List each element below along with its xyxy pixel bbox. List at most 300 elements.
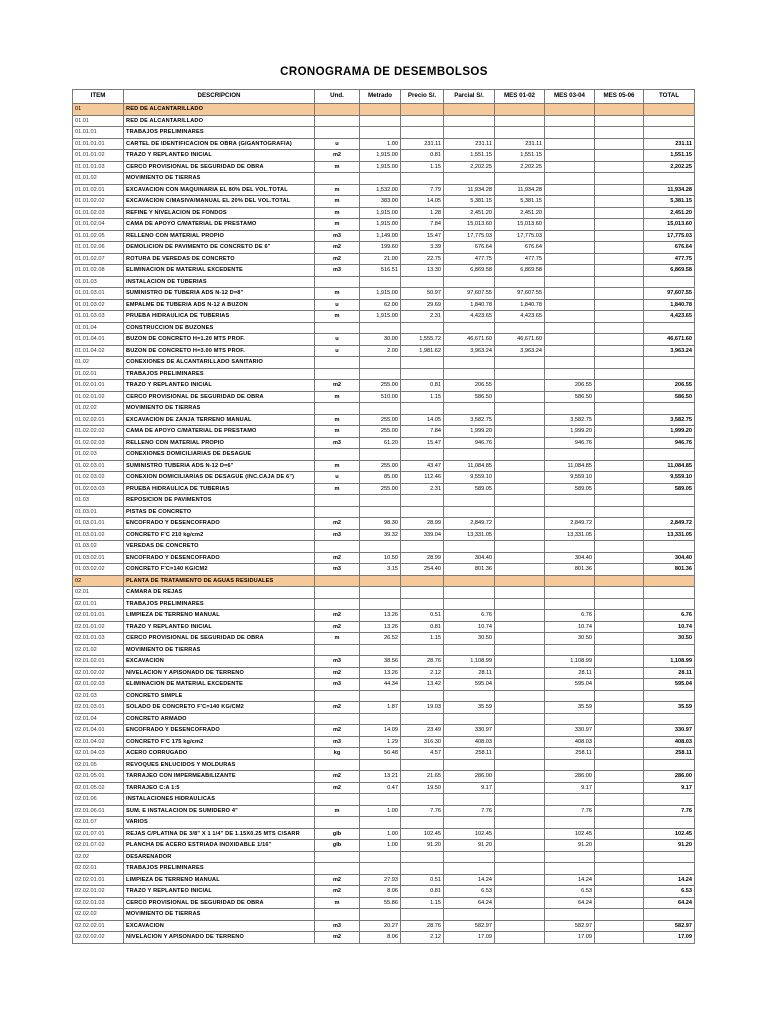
table-row (73, 276, 695, 288)
cell-total: 46,671.60 (644, 334, 695, 346)
cell-description: TRABAJOS PRELIMINARES (124, 863, 315, 875)
table-row (73, 886, 695, 898)
section-row (73, 104, 695, 116)
cell-month-03-04: 30.50 (545, 633, 595, 645)
cell-month-05-06 (595, 426, 644, 438)
cell-month-03-04 (545, 644, 595, 656)
cell-month-03-04 (545, 219, 595, 231)
cell-unit: m2 (315, 725, 360, 737)
cell-month-05-06 (595, 253, 644, 265)
cell-month-03-04 (545, 322, 595, 334)
cell-quantity: 1,915.00 (360, 207, 401, 219)
cell-partial: 91.20 (444, 840, 495, 852)
cell-unit: m (315, 633, 360, 645)
cell-price: 0.51 (401, 874, 444, 886)
cell-month-01-02 (495, 828, 545, 840)
cell-description: SUM. E INSTALACION DE SUMIDERO 4" (124, 805, 315, 817)
cell-quantity: 10.50 (360, 552, 401, 564)
cell-unit (315, 575, 360, 587)
cell-partial: 11,084.85 (444, 460, 495, 472)
cell-item: 01.01.04.02 (73, 345, 124, 357)
table-row (73, 897, 695, 909)
cell-quantity: 13.26 (360, 610, 401, 622)
cell-month-01-02 (495, 460, 545, 472)
cell-unit: m3 (315, 437, 360, 449)
page-title: CRONOGRAMA DE DESEMBOLSOS (280, 66, 488, 78)
cell-partial (444, 863, 495, 875)
cell-description: TRAZO Y REPLANTEO INICIAL (124, 886, 315, 898)
cell-total (644, 495, 695, 507)
cell-month-03-04 (545, 253, 595, 265)
cell-price (401, 759, 444, 771)
cell-description: CONCRETO F'C 210 kg/cm2 (124, 529, 315, 541)
cell-month-05-06 (595, 725, 644, 737)
cell-quantity (360, 506, 401, 518)
cell-month-01-02 (495, 794, 545, 806)
cell-month-05-06 (595, 414, 644, 426)
cell-unit (315, 794, 360, 806)
cell-partial: 258.11 (444, 748, 495, 760)
cell-month-05-06 (595, 506, 644, 518)
cell-month-03-04 (545, 334, 595, 346)
cell-price: 1.15 (401, 633, 444, 645)
cell-item: 01.01.02.05 (73, 230, 124, 242)
cell-total: 6.53 (644, 886, 695, 898)
cell-month-05-06 (595, 598, 644, 610)
cell-item: 01.02.03 (73, 449, 124, 461)
cell-unit: m2 (315, 552, 360, 564)
cell-month-05-06 (595, 782, 644, 794)
table-row (73, 138, 695, 150)
table-row (73, 771, 695, 783)
cell-item: 02.01.01.01 (73, 610, 124, 622)
column-header-unit: Und. (315, 90, 360, 104)
cell-month-05-06 (595, 104, 644, 116)
table-row (73, 702, 695, 714)
cell-item: 01.02.03.02 (73, 472, 124, 484)
cell-price (401, 575, 444, 587)
cell-unit: m3 (315, 265, 360, 277)
cell-price: 50.97 (401, 288, 444, 300)
cell-description: TRAZO Y REPLANTEO INICIAL (124, 380, 315, 392)
cell-quantity: 510.00 (360, 391, 401, 403)
cell-month-01-02: 4,423.65 (495, 311, 545, 323)
cell-item: 02.01.04.01 (73, 725, 124, 737)
cell-partial: 9.17 (444, 782, 495, 794)
cell-month-01-02 (495, 782, 545, 794)
cell-month-05-06 (595, 840, 644, 852)
cell-quantity: 21.00 (360, 253, 401, 265)
cell-month-03-04 (545, 196, 595, 208)
cell-quantity: 1,915.00 (360, 219, 401, 231)
cell-month-03-04: 286.00 (545, 771, 595, 783)
table-row (73, 564, 695, 576)
cell-unit: u (315, 472, 360, 484)
cell-price (401, 495, 444, 507)
cell-month-01-02 (495, 414, 545, 426)
cell-partial (444, 115, 495, 127)
cell-total (644, 276, 695, 288)
cell-quantity: 61.20 (360, 437, 401, 449)
cell-month-01-02 (495, 644, 545, 656)
cell-quantity: 13.26 (360, 667, 401, 679)
cell-partial: 11,934.28 (444, 184, 495, 196)
cell-quantity: 1,915.00 (360, 311, 401, 323)
cell-item: 01.02.02.01 (73, 414, 124, 426)
cell-price: 7.76 (401, 805, 444, 817)
cell-total (644, 587, 695, 599)
table-row (73, 759, 695, 771)
cell-unit: m (315, 391, 360, 403)
cell-description: REVOQUES ENLUCIDOS Y MOLDURAS (124, 759, 315, 771)
cell-total: 2,849.72 (644, 518, 695, 530)
cell-partial (444, 598, 495, 610)
cell-quantity: 199.60 (360, 242, 401, 254)
cell-quantity: 1,915.00 (360, 161, 401, 173)
cell-total: 30.50 (644, 633, 695, 645)
cell-price: 28.76 (401, 920, 444, 932)
cell-month-01-02: 1,551.15 (495, 150, 545, 162)
cell-total: 28.11 (644, 667, 695, 679)
cell-unit: m (315, 897, 360, 909)
cell-item: 02.02.02 (73, 909, 124, 921)
cell-price: 3.39 (401, 242, 444, 254)
cell-item: 01.03.02.01 (73, 552, 124, 564)
cell-quantity (360, 115, 401, 127)
cell-total: 9,559.10 (644, 472, 695, 484)
cell-price: 28.99 (401, 552, 444, 564)
cell-partial (444, 104, 495, 116)
cell-description: CONEXIONES DE ALCANTARILLADO SANITARIO (124, 357, 315, 369)
cell-total: 11,934.28 (644, 184, 695, 196)
table-row (73, 253, 695, 265)
cell-month-03-04 (545, 541, 595, 553)
cell-month-03-04 (545, 357, 595, 369)
cell-partial: 2,451.20 (444, 207, 495, 219)
cell-item: 01.01.04.01 (73, 334, 124, 346)
cell-description: EXCAVACION (124, 920, 315, 932)
cell-unit (315, 495, 360, 507)
cell-month-01-02 (495, 506, 545, 518)
cell-month-05-06 (595, 184, 644, 196)
cell-month-01-02 (495, 380, 545, 392)
cell-total: 14.24 (644, 874, 695, 886)
cell-month-05-06 (595, 920, 644, 932)
cell-partial (444, 817, 495, 829)
cell-unit (315, 863, 360, 875)
cell-month-03-04 (545, 368, 595, 380)
table-row (73, 288, 695, 300)
table-row (73, 472, 695, 484)
cell-total: 258.11 (644, 748, 695, 760)
cell-price: 43.47 (401, 460, 444, 472)
cell-item: 02.01.06 (73, 794, 124, 806)
cell-partial: 64.24 (444, 897, 495, 909)
cell-description: TARRAJEO CON IMPERMEABILIZANTE (124, 771, 315, 783)
cell-partial (444, 173, 495, 185)
cell-unit: m2 (315, 621, 360, 633)
table-row (73, 115, 695, 127)
cell-quantity (360, 276, 401, 288)
table-row (73, 127, 695, 139)
cell-month-01-02 (495, 748, 545, 760)
cell-partial: 46,671.60 (444, 334, 495, 346)
cell-quantity: 1.00 (360, 138, 401, 150)
cell-month-03-04 (545, 173, 595, 185)
cell-month-05-06 (595, 138, 644, 150)
table-row (73, 748, 695, 760)
cell-description: LIMPIEZA DE TERRENO MANUAL (124, 610, 315, 622)
cell-unit: m3 (315, 736, 360, 748)
cell-month-05-06 (595, 575, 644, 587)
cell-description: TRABAJOS PRELIMINARES (124, 598, 315, 610)
cell-partial: 15,013.60 (444, 219, 495, 231)
cell-unit: m (315, 288, 360, 300)
cell-item: 01.02.03.01 (73, 460, 124, 472)
cell-total: 408.03 (644, 736, 695, 748)
cell-month-01-02: 5,381.15 (495, 196, 545, 208)
cell-partial (444, 541, 495, 553)
cell-description: CONCRETO F'C=140 KG/CM2 (124, 564, 315, 576)
cell-month-05-06 (595, 610, 644, 622)
cell-month-01-02 (495, 759, 545, 771)
cell-month-01-02 (495, 633, 545, 645)
cell-description: ENCOFRADO Y DESENCOFRADO (124, 518, 315, 530)
cell-price: 2.31 (401, 311, 444, 323)
cell-description: RED DE ALCANTARILLADO (124, 115, 315, 127)
cell-item: 01.02.01.01 (73, 380, 124, 392)
cell-unit: m3 (315, 920, 360, 932)
cell-month-05-06 (595, 748, 644, 760)
cell-month-03-04: 64.24 (545, 897, 595, 909)
cell-quantity (360, 368, 401, 380)
cell-quantity: 383.00 (360, 196, 401, 208)
cell-month-05-06 (595, 771, 644, 783)
cell-month-05-06 (595, 483, 644, 495)
cell-month-01-02 (495, 552, 545, 564)
cell-total: 2,451.20 (644, 207, 695, 219)
cell-month-05-06 (595, 564, 644, 576)
cell-description: ROTURA DE VEREDAS DE CONCRETO (124, 253, 315, 265)
cell-partial: 582.97 (444, 920, 495, 932)
table-row (73, 368, 695, 380)
cell-month-01-02 (495, 575, 545, 587)
table-row (73, 667, 695, 679)
cell-month-05-06 (595, 276, 644, 288)
cell-total: 4,423.65 (644, 311, 695, 323)
cell-unit: m (315, 184, 360, 196)
cell-month-05-06 (595, 794, 644, 806)
cell-month-03-04: 9,559.10 (545, 472, 595, 484)
cell-month-03-04: 13,331.05 (545, 529, 595, 541)
cell-description: CARTEL DE IDENTIFICACION DE OBRA (GIGANTOGRAFIA) (124, 138, 315, 150)
cell-partial: 10.74 (444, 621, 495, 633)
cell-unit (315, 449, 360, 461)
cell-unit: m (315, 460, 360, 472)
cell-quantity (360, 817, 401, 829)
cell-item: 02.01.01 (73, 598, 124, 610)
cell-month-05-06 (595, 851, 644, 863)
cell-unit (315, 357, 360, 369)
cell-price (401, 357, 444, 369)
cell-price (401, 368, 444, 380)
cell-item: 01.01.03.02 (73, 299, 124, 311)
cell-month-01-02 (495, 495, 545, 507)
cell-month-03-04: 17.09 (545, 932, 595, 944)
cell-description: VARIOS (124, 817, 315, 829)
cell-unit: m (315, 219, 360, 231)
table-row (73, 196, 695, 208)
cell-month-03-04 (545, 311, 595, 323)
cell-month-01-02 (495, 863, 545, 875)
cell-month-03-04: 28.11 (545, 667, 595, 679)
cell-month-03-04: 11,084.85 (545, 460, 595, 472)
cell-month-05-06 (595, 909, 644, 921)
cell-item: 01.02 (73, 357, 124, 369)
cell-month-01-02 (495, 817, 545, 829)
table-row (73, 840, 695, 852)
cell-price (401, 690, 444, 702)
cell-month-03-04 (545, 587, 595, 599)
cell-month-01-02 (495, 587, 545, 599)
cell-total (644, 506, 695, 518)
table-row (73, 920, 695, 932)
table-row (73, 518, 695, 530)
cell-unit (315, 587, 360, 599)
cell-month-03-04: 10.74 (545, 621, 595, 633)
table-row (73, 805, 695, 817)
cell-item: 01.01 (73, 115, 124, 127)
cell-quantity (360, 759, 401, 771)
cell-price: 1,555.72 (401, 334, 444, 346)
cell-partial (444, 368, 495, 380)
cell-month-01-02: 676.64 (495, 242, 545, 254)
cell-month-03-04: 586.50 (545, 391, 595, 403)
cell-partial: 330.97 (444, 725, 495, 737)
cell-unit: m2 (315, 874, 360, 886)
cell-month-05-06 (595, 265, 644, 277)
cell-month-05-06 (595, 196, 644, 208)
cell-item: 02.02.01 (73, 863, 124, 875)
cell-month-01-02 (495, 403, 545, 415)
cell-total: 13,331.05 (644, 529, 695, 541)
cell-partial (444, 495, 495, 507)
cell-item: 02.01.01.03 (73, 633, 124, 645)
cell-description: REJAS C/PLATINA DE 3/8" X 1 1/4" DE 1.15X0.25 MTS C/SARR (124, 828, 315, 840)
table-row (73, 932, 695, 944)
cell-description: EXCAVACION CON MAQUINARIA EL 80% DEL VOL.TOTAL (124, 184, 315, 196)
cell-partial: 1,999.20 (444, 426, 495, 438)
table-row (73, 265, 695, 277)
cell-month-03-04: 1,108.99 (545, 656, 595, 668)
cell-month-01-02: 2,202.25 (495, 161, 545, 173)
cell-total (644, 127, 695, 139)
cell-description: INSTALACION DE TUBERIAS (124, 276, 315, 288)
table-row (73, 587, 695, 599)
cell-month-03-04: 595.04 (545, 679, 595, 691)
cell-quantity: 8.06 (360, 886, 401, 898)
cell-month-05-06 (595, 322, 644, 334)
cell-month-03-04: 330.97 (545, 725, 595, 737)
cell-month-03-04 (545, 575, 595, 587)
cell-month-03-04 (545, 506, 595, 518)
cell-partial: 13,331.05 (444, 529, 495, 541)
cell-item: 02.02.01.01 (73, 874, 124, 886)
cell-price: 13.30 (401, 265, 444, 277)
cell-quantity (360, 690, 401, 702)
cell-month-01-02 (495, 840, 545, 852)
cell-month-05-06 (595, 173, 644, 185)
cell-quantity: 255.00 (360, 483, 401, 495)
cell-month-01-02 (495, 897, 545, 909)
cell-month-01-02 (495, 529, 545, 541)
cell-total: 5,381.15 (644, 196, 695, 208)
cell-item: 02.01.06.01 (73, 805, 124, 817)
cell-quantity (360, 495, 401, 507)
cell-month-01-02 (495, 104, 545, 116)
cell-month-03-04: 3,582.75 (545, 414, 595, 426)
cell-item: 01.01.02.01 (73, 184, 124, 196)
cell-total (644, 863, 695, 875)
cell-unit: m3 (315, 679, 360, 691)
table-row (73, 633, 695, 645)
cell-description: LIMPIEZA DE TERRENO MANUAL (124, 874, 315, 886)
cell-description: MOVIMIENTO DE TIERRAS (124, 909, 315, 921)
cell-description: EXCAVACION (124, 656, 315, 668)
cell-quantity: 13.21 (360, 771, 401, 783)
cell-quantity: 55.86 (360, 897, 401, 909)
cell-price (401, 863, 444, 875)
cell-partial (444, 575, 495, 587)
cell-item: 02.01.02.03 (73, 679, 124, 691)
cell-partial: 17,775.03 (444, 230, 495, 242)
cell-total: 91.20 (644, 840, 695, 852)
cell-month-05-06 (595, 472, 644, 484)
cell-description: TRAZO Y REPLANTEO INICIAL (124, 150, 315, 162)
table-row (73, 230, 695, 242)
cell-price: 19.03 (401, 702, 444, 714)
cell-month-01-02 (495, 736, 545, 748)
cell-quantity: 1.29 (360, 736, 401, 748)
cell-item: 01.03.01.02 (73, 529, 124, 541)
cell-quantity: 3.15 (360, 564, 401, 576)
cell-month-03-04: 589.05 (545, 483, 595, 495)
cell-unit: m2 (315, 782, 360, 794)
cell-month-03-04: 9.17 (545, 782, 595, 794)
column-header-price: Precio S/. (401, 90, 444, 104)
cell-partial (444, 794, 495, 806)
table-row (73, 242, 695, 254)
table-row (73, 782, 695, 794)
table-row (73, 150, 695, 162)
cell-quantity: 255.00 (360, 380, 401, 392)
cell-price: 4.57 (401, 748, 444, 760)
cell-partial: 5,381.15 (444, 196, 495, 208)
cell-total: 286.00 (644, 771, 695, 783)
cell-month-05-06 (595, 299, 644, 311)
cell-price: 0.81 (401, 886, 444, 898)
cell-price: 21.65 (401, 771, 444, 783)
cell-month-03-04: 408.03 (545, 736, 595, 748)
cell-quantity: 62.00 (360, 299, 401, 311)
cell-unit (315, 644, 360, 656)
cell-month-01-02 (495, 690, 545, 702)
table-row (73, 449, 695, 461)
cell-item: 01.01.03.03 (73, 311, 124, 323)
cell-total: 477.75 (644, 253, 695, 265)
cell-item: 01.02.02.03 (73, 437, 124, 449)
cell-month-05-06 (595, 357, 644, 369)
